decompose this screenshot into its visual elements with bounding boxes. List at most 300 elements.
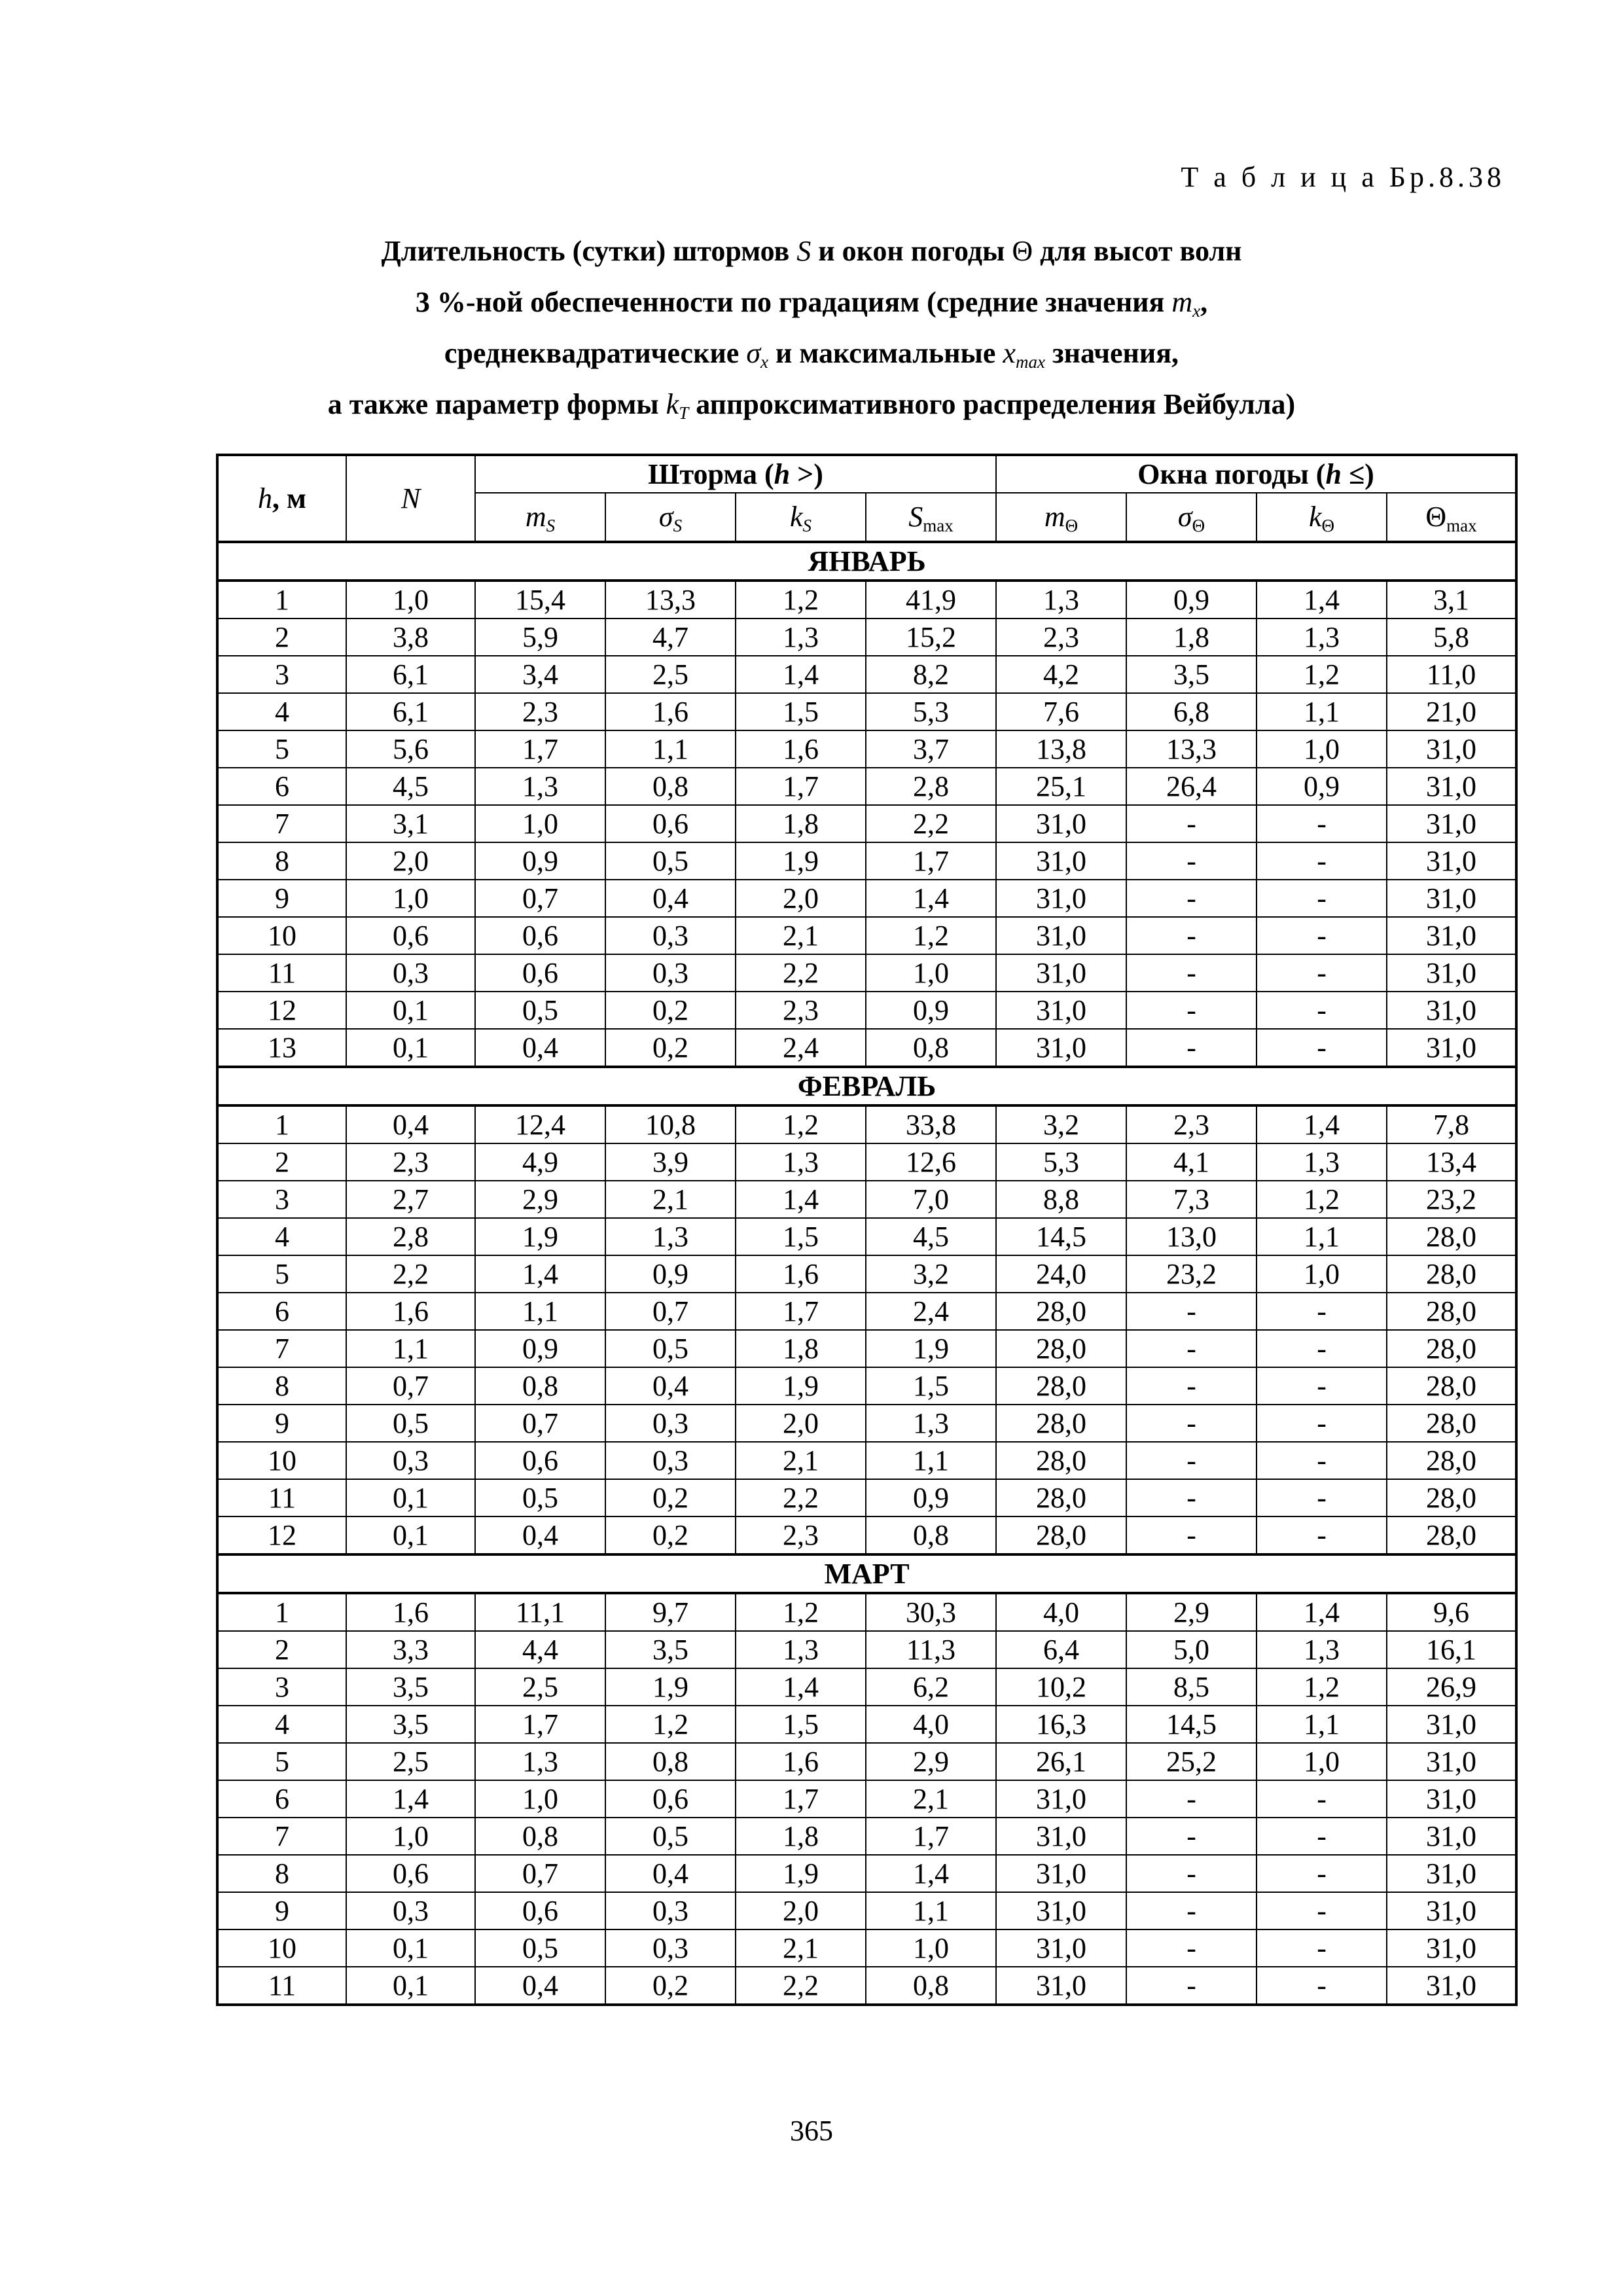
table-cell: 13,8 [996, 730, 1126, 768]
table-cell: 1,0 [475, 805, 605, 842]
table-cell: 21,0 [1387, 693, 1516, 730]
table-cell: - [1126, 1780, 1257, 1818]
table-cell: 0,6 [475, 1892, 605, 1929]
table-row [217, 1479, 1516, 1516]
table-cell: 1 [217, 581, 346, 619]
table-cell: 31,0 [996, 842, 1126, 880]
table-cell: - [1126, 1818, 1257, 1855]
table-cell: 5 [217, 730, 346, 768]
table-cell: 0,7 [475, 1405, 605, 1442]
table-cell: 23,2 [1387, 1181, 1516, 1218]
table-row [217, 1706, 1516, 1743]
table-cell: - [1257, 1967, 1387, 2005]
table-cell: 31,0 [996, 1892, 1126, 1929]
table-cell: 0,8 [475, 1367, 605, 1405]
table-cell: 12 [217, 992, 346, 1029]
table-cell: - [1257, 1405, 1387, 1442]
table-cell: 0,4 [605, 880, 736, 917]
table-cell: 0,3 [605, 1405, 736, 1442]
table-cell: 1,2 [736, 581, 866, 619]
col-header-s-max: $S_{max}$ [866, 493, 996, 542]
table-cell: - [1126, 1029, 1257, 1067]
table-cell: 1,6 [736, 730, 866, 768]
table-cell: 2,0 [346, 842, 475, 880]
table-cell: 0,5 [605, 1330, 736, 1367]
table-cell: 0,9 [866, 992, 996, 1029]
table-cell: - [1257, 1442, 1387, 1479]
table-cell: 9 [217, 880, 346, 917]
table-cell: 1,3 [605, 1218, 736, 1255]
table-cell: 31,0 [1387, 917, 1516, 954]
table-cell: 2,8 [346, 1218, 475, 1255]
table-cell: 0,1 [346, 1967, 475, 2005]
table-cell: 16,1 [1387, 1631, 1516, 1668]
table-cell: 0,6 [346, 917, 475, 954]
table-cell: 0,5 [475, 1929, 605, 1967]
table-cell: 3,1 [1387, 581, 1516, 619]
table-cell: 0,6 [475, 954, 605, 992]
table-cell: - [1126, 1405, 1257, 1442]
table-cell: 1,0 [1257, 730, 1387, 768]
caption-text: 3 %-ной обеспеченности по градациям (средние значения [415, 286, 1172, 318]
table-cell: - [1126, 1330, 1257, 1367]
symbol-s: S [796, 235, 812, 267]
table-row [217, 1367, 1516, 1405]
table-cell: 31,0 [996, 917, 1126, 954]
table-cell: 0,5 [475, 1479, 605, 1516]
table-cell: 0,5 [605, 842, 736, 880]
table-cell: 14,5 [1126, 1706, 1257, 1743]
table-cell: 3,4 [475, 656, 605, 693]
table-cell: 4,1 [1126, 1143, 1257, 1181]
table-row [217, 1442, 1516, 1479]
table-cell: 28,0 [1387, 1330, 1516, 1367]
table-row [217, 1631, 1516, 1668]
table-cell: 1,4 [1257, 1593, 1387, 1631]
table-cell: - [1257, 805, 1387, 842]
table-cell: - [1257, 1855, 1387, 1892]
table-cell: 1,2 [1257, 656, 1387, 693]
table-cell: 13,3 [1126, 730, 1257, 768]
table-cell: 1,1 [1257, 1706, 1387, 1743]
table-cell: 31,0 [1387, 1818, 1516, 1855]
table-cell: - [1126, 880, 1257, 917]
table-cell: 2,3 [1126, 1105, 1257, 1143]
table-cell: 31,0 [996, 954, 1126, 992]
table-cell: 2,2 [866, 805, 996, 842]
table-cell: 4 [217, 1706, 346, 1743]
table-row [217, 880, 1516, 917]
table-cell: 0,7 [475, 1855, 605, 1892]
table-cell: 0,7 [346, 1367, 475, 1405]
table-cell: 0,5 [346, 1405, 475, 1442]
table-cell: 8 [217, 842, 346, 880]
table-cell: 13,3 [605, 581, 736, 619]
table-cell: 30,3 [866, 1593, 996, 1631]
table-row [217, 1668, 1516, 1706]
group-header-storms: Шторма (h >) [475, 455, 996, 493]
table-cell: 7,3 [1126, 1181, 1257, 1218]
table-cell: - [1126, 1892, 1257, 1929]
table-cell: 0,3 [346, 1442, 475, 1479]
table-cell: 1,4 [1257, 581, 1387, 619]
table-cell: 2 [217, 1631, 346, 1668]
table-cell: 1,6 [346, 1593, 475, 1631]
table-cell: 6,2 [866, 1668, 996, 1706]
table-cell: 12,4 [475, 1105, 605, 1143]
table-cell: 3,5 [605, 1631, 736, 1668]
table-cell: 1,0 [346, 880, 475, 917]
table-cell: 1,1 [1257, 693, 1387, 730]
table-cell: 2,1 [605, 1181, 736, 1218]
month-header-row [217, 1554, 1516, 1593]
table-cell: 1 [217, 1105, 346, 1143]
caption-text: Длительность (сутки) штормов [381, 235, 797, 267]
col-header-sigma-theta: $\sigma_\Theta$ [1126, 493, 1257, 542]
table-cell: 1,1 [866, 1442, 996, 1479]
table-cell: 7 [217, 1818, 346, 1855]
table-cell: 0,1 [346, 1029, 475, 1067]
table-cell: 3,7 [866, 730, 996, 768]
table-cell: 5,9 [475, 619, 605, 656]
table-cell: 1,7 [475, 1706, 605, 1743]
table-cell: 1,0 [475, 1780, 605, 1818]
symbol-sigma: σ [746, 337, 761, 369]
table-cell: 28,0 [1387, 1367, 1516, 1405]
table-cell: 2,2 [736, 1479, 866, 1516]
table-cell: 0,9 [1257, 768, 1387, 805]
table-cell: 8,5 [1126, 1668, 1257, 1706]
table-cell: 31,0 [996, 805, 1126, 842]
table-cell: 31,0 [1387, 880, 1516, 917]
table-cell: 2,9 [1126, 1593, 1257, 1631]
table-cell: 0,8 [475, 1818, 605, 1855]
table-cell: 3,5 [1126, 656, 1257, 693]
table-cell: 1,0 [866, 954, 996, 992]
table-cell: 3,8 [346, 619, 475, 656]
table-cell: 8 [217, 1367, 346, 1405]
table-cell: 10 [217, 1442, 346, 1479]
caption-text: и максимальные [768, 337, 1003, 369]
table-cell: 11 [217, 1479, 346, 1516]
table-cell: - [1257, 1892, 1387, 1929]
caption-text: а также параметр формы [327, 388, 666, 420]
month-header-row [217, 542, 1516, 581]
table-cell: - [1126, 1479, 1257, 1516]
table-cell: 25,1 [996, 768, 1126, 805]
table-cell: 1,9 [736, 842, 866, 880]
table-cell: 1,2 [736, 1593, 866, 1631]
table-row [217, 1743, 1516, 1780]
table-cell: - [1257, 1929, 1387, 1967]
col-header-m-s: $m_S$ [475, 493, 605, 542]
table-cell: 9 [217, 1892, 346, 1929]
table-cell: 2,2 [736, 954, 866, 992]
col-header-m-theta: $m_\Theta$ [996, 493, 1126, 542]
table-row [217, 619, 1516, 656]
table-cell: 4,0 [866, 1706, 996, 1743]
table-cell: 1,3 [996, 581, 1126, 619]
table-cell: 2,1 [736, 917, 866, 954]
table-cell: 1,7 [866, 1818, 996, 1855]
table-cell: 0,8 [605, 1743, 736, 1780]
table-cell: 0,5 [605, 1818, 736, 1855]
table-cell: 31,0 [1387, 1029, 1516, 1067]
table-cell: 0,6 [605, 1780, 736, 1818]
table-cell: 3,5 [346, 1668, 475, 1706]
table-cell: 28,0 [996, 1293, 1126, 1330]
table-cell: 0,2 [605, 1479, 736, 1516]
table-cell: 6 [217, 1780, 346, 1818]
month-header-row [217, 1067, 1516, 1105]
table-cell: 1,1 [346, 1330, 475, 1367]
table-cell: 1,3 [1257, 1143, 1387, 1181]
table-cell: 6 [217, 768, 346, 805]
table-cell: 7 [217, 805, 346, 842]
table-cell: 1,3 [736, 1631, 866, 1668]
table-cell: 9,6 [1387, 1593, 1516, 1631]
table-cell: 2 [217, 619, 346, 656]
symbol-k: k [666, 388, 679, 420]
table-cell: 1,3 [736, 1143, 866, 1181]
symbol-x: x [1003, 337, 1016, 369]
table-caption [0, 226, 1623, 430]
caption-line-1 [0, 226, 1623, 277]
table-row [217, 1029, 1516, 1067]
table-cell: 1,9 [866, 1330, 996, 1367]
table-cell: 13,0 [1126, 1218, 1257, 1255]
table-cell: 1,7 [736, 1293, 866, 1330]
table-cell: 28,0 [996, 1367, 1126, 1405]
table-cell: 10 [217, 1929, 346, 1967]
table-cell: 6,1 [346, 656, 475, 693]
table-cell: 1,8 [1126, 619, 1257, 656]
table-cell: 1,5 [866, 1367, 996, 1405]
table-cell: 2,5 [346, 1743, 475, 1780]
table-cell: 1,2 [605, 1706, 736, 1743]
table-cell: 1,6 [346, 1293, 475, 1330]
table-cell: 25,2 [1126, 1743, 1257, 1780]
table-cell: - [1257, 1293, 1387, 1330]
table-cell: 7 [217, 1330, 346, 1367]
table-cell: - [1126, 1967, 1257, 2005]
table-cell: 33,8 [866, 1105, 996, 1143]
table-cell: 4,4 [475, 1631, 605, 1668]
table-row [217, 1181, 1516, 1218]
table-cell: 0,9 [605, 1255, 736, 1293]
table-cell: 0,2 [605, 1516, 736, 1554]
table-cell: 1,4 [736, 1181, 866, 1218]
table-cell: 1,0 [866, 1929, 996, 1967]
table-cell: 28,0 [1387, 1218, 1516, 1255]
table-cell: 26,4 [1126, 768, 1257, 805]
table-cell: 0,4 [475, 1967, 605, 2005]
table-cell: 1,5 [736, 1706, 866, 1743]
table-cell: 0,8 [866, 1967, 996, 2005]
symbol-sub-x: x [760, 352, 769, 372]
table-cell: - [1257, 1479, 1387, 1516]
table-cell: - [1257, 992, 1387, 1029]
table-row [217, 1780, 1516, 1818]
col-header-k-s: $k_S$ [736, 493, 866, 542]
month-name: МАРТ [217, 1554, 1516, 1593]
table-cell: 10,2 [996, 1668, 1126, 1706]
table-cell: 13 [217, 1029, 346, 1067]
table-cell: - [1126, 1367, 1257, 1405]
table-row [217, 992, 1516, 1029]
table-cell: 31,0 [996, 1029, 1126, 1067]
table-row [217, 1330, 1516, 1367]
table-cell: 2,5 [475, 1668, 605, 1706]
table-cell: 6,8 [1126, 693, 1257, 730]
table-cell: 0,3 [605, 954, 736, 992]
table-cell: 1,8 [736, 805, 866, 842]
col-header-k-theta: $k_\Theta$ [1257, 493, 1387, 542]
table-cell: 2,0 [736, 880, 866, 917]
table-cell: 0,1 [346, 1516, 475, 1554]
table-cell: 4,2 [996, 656, 1126, 693]
table-cell: 1,1 [866, 1892, 996, 1929]
table-cell: - [1126, 1929, 1257, 1967]
table-cell: 0,8 [605, 768, 736, 805]
table-cell: 2,4 [866, 1293, 996, 1330]
table-cell: 3,2 [996, 1105, 1126, 1143]
table-cell: 11 [217, 1967, 346, 2005]
table-cell: 0,3 [605, 1442, 736, 1479]
table-cell: 28,0 [1387, 1405, 1516, 1442]
table-cell: - [1126, 1442, 1257, 1479]
table-cell: 31,0 [1387, 805, 1516, 842]
table-cell: 1 [217, 1593, 346, 1631]
table-cell: 0,9 [475, 842, 605, 880]
table-row [217, 917, 1516, 954]
table-cell: - [1126, 805, 1257, 842]
table-cell: - [1257, 1029, 1387, 1067]
table-cell: 26,1 [996, 1743, 1126, 1780]
table-cell: 31,0 [996, 1855, 1126, 1892]
table-cell: 0,6 [605, 805, 736, 842]
table-cell: 15,2 [866, 619, 996, 656]
table-cell: 0,1 [346, 1479, 475, 1516]
table-row [217, 730, 1516, 768]
table-cell: 23,2 [1126, 1255, 1257, 1293]
header-row-1 [217, 455, 1516, 493]
table-cell: 1,7 [736, 1780, 866, 1818]
table-cell: 1,1 [1257, 1218, 1387, 1255]
table-cell: 0,4 [475, 1029, 605, 1067]
table-cell: 1,4 [866, 880, 996, 917]
table-cell: 1,0 [1257, 1255, 1387, 1293]
table-cell: 13,4 [1387, 1143, 1516, 1181]
table-cell: 1,8 [736, 1330, 866, 1367]
table-cell: 0,3 [346, 954, 475, 992]
table-cell: 0,9 [475, 1330, 605, 1367]
table-cell: 5 [217, 1255, 346, 1293]
table-cell: 0,7 [475, 880, 605, 917]
caption-text: среднеквадратические [444, 337, 747, 369]
table-cell: 0,9 [866, 1479, 996, 1516]
table-cell: 4 [217, 1218, 346, 1255]
table-cell: 12,6 [866, 1143, 996, 1181]
month-name: ФЕВРАЛЬ [217, 1067, 1516, 1105]
table-cell: 1,7 [866, 842, 996, 880]
table-cell: 6,4 [996, 1631, 1126, 1668]
table-cell: 4,0 [996, 1593, 1126, 1631]
table-cell: 0,1 [346, 992, 475, 1029]
table-cell: 31,0 [996, 992, 1126, 1029]
table-cell: 2,3 [475, 693, 605, 730]
group-header-weather-windows: Окна погоды (h ≤) [996, 455, 1516, 493]
caption-line-4 [0, 379, 1623, 430]
table-cell: 31,0 [996, 880, 1126, 917]
table-cell: 1,9 [605, 1668, 736, 1706]
page-number: 365 [790, 2115, 833, 2147]
table-cell: 1,2 [736, 1105, 866, 1143]
table-cell: - [1257, 954, 1387, 992]
table-row [217, 1516, 1516, 1554]
table-cell: 0,3 [605, 1929, 736, 1967]
table-cell: 2,1 [736, 1442, 866, 1479]
table-cell: 0,6 [346, 1855, 475, 1892]
table-cell: 1,7 [475, 730, 605, 768]
table-cell: 2,9 [866, 1743, 996, 1780]
table-cell: 3,5 [346, 1706, 475, 1743]
table-cell: 1,3 [1257, 619, 1387, 656]
table-row [217, 1218, 1516, 1255]
symbol-sub-max: max [1015, 352, 1045, 372]
table-cell: - [1126, 1516, 1257, 1554]
table-cell: 2,9 [475, 1181, 605, 1218]
table-cell: 0,9 [1126, 581, 1257, 619]
table-cell: 28,0 [996, 1405, 1126, 1442]
table-cell: 0,3 [605, 1892, 736, 1929]
table-cell: 31,0 [1387, 1855, 1516, 1892]
table-cell: 31,0 [996, 1780, 1126, 1818]
table-cell: 0,4 [346, 1105, 475, 1143]
table-cell: 5,8 [1387, 619, 1516, 656]
table-row [217, 1929, 1516, 1967]
table-row [217, 1405, 1516, 1442]
table-cell: 1,1 [475, 1293, 605, 1330]
table-cell: 31,0 [1387, 730, 1516, 768]
table-cell: 1,2 [1257, 1668, 1387, 1706]
table-cell: 3 [217, 656, 346, 693]
table-cell: 0,8 [866, 1029, 996, 1067]
table-cell: 0,5 [475, 992, 605, 1029]
table-cell: - [1257, 842, 1387, 880]
table-cell: 0,4 [605, 1855, 736, 1892]
table-cell: 28,0 [1387, 1516, 1516, 1554]
table-cell: - [1257, 1367, 1387, 1405]
table-cell: 5,6 [346, 730, 475, 768]
table-cell: 2,8 [866, 768, 996, 805]
table-cell: - [1257, 1330, 1387, 1367]
table-cell: 0,2 [605, 1029, 736, 1067]
table-cell: 5,3 [996, 1143, 1126, 1181]
table-row [217, 1293, 1516, 1330]
table-cell: 1,1 [605, 730, 736, 768]
col-header-h: h, м [217, 455, 346, 542]
table-cell: 28,0 [1387, 1479, 1516, 1516]
col-header-theta-max: $\Theta_{max}$ [1387, 493, 1516, 542]
table-row [217, 842, 1516, 880]
caption-text: значения, [1044, 337, 1179, 369]
table-cell: 4,7 [605, 619, 736, 656]
table-cell: 1,2 [866, 917, 996, 954]
table-cell: 4,5 [866, 1218, 996, 1255]
table-cell: 1,3 [1257, 1631, 1387, 1668]
table-cell: 0,6 [475, 1442, 605, 1479]
